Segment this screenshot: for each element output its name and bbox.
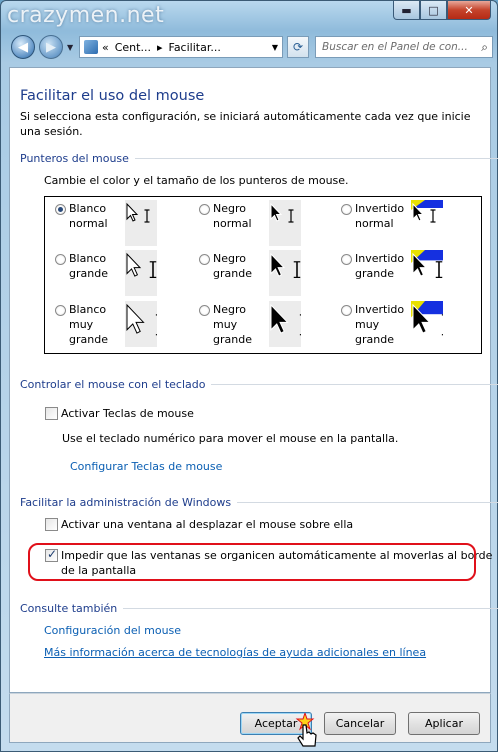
hover-activate-label[interactable]: Activar una ventana al desplazar el mouse sobre ella	[61, 518, 354, 531]
pointer-option[interactable]	[335, 247, 475, 297]
close-button[interactable]: ✕	[447, 1, 491, 20]
page-title: Facilitar el uso del mouse	[20, 88, 205, 104]
address-bar[interactable]	[79, 36, 283, 58]
pointer-option[interactable]	[335, 298, 475, 348]
search-icon[interactable]: ⌕	[481, 39, 488, 54]
section-heading-pointers: Punteros del mouse	[20, 152, 498, 165]
control-panel-icon	[84, 40, 98, 54]
section-heading-windows: Facilitar la administración de Windows	[20, 496, 498, 509]
breadcrumb-segment[interactable]: Facilitar...	[168, 40, 221, 54]
pointer-radio[interactable]	[55, 204, 66, 215]
apply-button[interactable]: Aplicar	[408, 712, 480, 735]
more-info-online-link[interactable]: Más información acerca de tecnologías de ayuda adicionales en línea	[44, 646, 427, 659]
mouse-keys-checkbox[interactable]	[45, 407, 58, 420]
content-panel	[9, 67, 491, 693]
hover-activate-checkbox[interactable]	[45, 518, 58, 531]
pointer-preview-icon	[125, 250, 157, 296]
watermark: crazymen.net	[7, 3, 165, 28]
highlight-annotation	[28, 543, 476, 581]
pointer-radio[interactable]	[341, 204, 352, 215]
pointer-radio[interactable]	[199, 305, 210, 316]
recent-pages-dropdown[interactable]: ▼	[67, 43, 74, 52]
pointer-option[interactable]	[193, 298, 333, 348]
pointer-radio[interactable]	[341, 305, 352, 316]
page-description: Si selecciona esta configuración, se iniciará automáticamente cada vez que inicie una sesión.	[20, 110, 471, 138]
caption-buttons	[393, 1, 491, 20]
pointer-preview-icon	[411, 250, 443, 296]
separator-icon: ▸	[156, 40, 163, 54]
pointer-preview-icon	[125, 301, 157, 347]
maximize-button[interactable]: □	[420, 1, 447, 20]
pointer-option-label: Invertido normal	[355, 202, 405, 230]
pointer-option-label: Negro normal	[213, 202, 252, 230]
button-bar	[9, 693, 491, 743]
prevent-snap-label-line2[interactable]: de la pantalla	[61, 564, 137, 577]
back-button[interactable]: ◀	[11, 35, 35, 59]
ok-button[interactable]: Aceptar	[240, 712, 312, 735]
pointer-option-label: Blanco muy grande	[69, 303, 108, 346]
pointer-preview-icon	[269, 250, 301, 296]
pointer-preview-icon	[411, 200, 443, 246]
cancel-button[interactable]: Cancelar	[324, 712, 396, 735]
section-heading-keyboard: Controlar el mouse con el teclado	[20, 378, 498, 391]
mouse-keys-hint: Use el teclado numérico para mover el mouse en la pantalla.	[62, 432, 399, 445]
pointer-option[interactable]	[193, 197, 333, 247]
mouse-settings-link[interactable]: Configuración del mouse	[44, 624, 182, 637]
section-heading-see-also: Consulte también	[20, 602, 498, 615]
search-placeholder: Buscar en el Panel de con...	[322, 41, 468, 53]
mouse-keys-label[interactable]: Activar Teclas de mouse	[61, 407, 194, 420]
pointer-option[interactable]	[49, 298, 189, 348]
pointer-radio[interactable]	[199, 204, 210, 215]
pointer-options-box	[44, 196, 482, 354]
pointer-option[interactable]	[335, 197, 475, 247]
hand-cursor-icon	[291, 713, 321, 749]
pointer-preview-icon	[269, 301, 301, 347]
pointer-option-label: Blanco grande	[69, 252, 108, 280]
search-input[interactable]	[315, 36, 493, 58]
configure-mouse-keys-link[interactable]: Configurar Teclas de mouse	[70, 460, 223, 473]
pointer-radio[interactable]	[55, 254, 66, 265]
refresh-button[interactable]: ⟳	[287, 36, 309, 58]
pointer-option-label: Invertido muy grande	[355, 303, 405, 346]
pointer-radio[interactable]	[341, 254, 352, 265]
pointer-option-label: Negro grande	[213, 252, 252, 280]
navigation-bar	[7, 33, 493, 61]
pointer-preview-icon	[125, 200, 157, 246]
pointer-option[interactable]	[49, 197, 189, 247]
pointer-radio[interactable]	[55, 305, 66, 316]
pointers-instruction: Cambie el color y el tamaño de los punteros de mouse.	[44, 174, 349, 187]
pointer-option-label: Invertido grande	[355, 252, 405, 280]
prevent-snap-label-line1[interactable]: Impedir que las ventanas se organicen automáticamente al moverlas al borde	[61, 549, 493, 562]
pointer-option[interactable]	[49, 247, 189, 297]
pointer-radio[interactable]	[199, 254, 210, 265]
pointer-option-label: Blanco normal	[69, 202, 108, 230]
address-prefix[interactable]: «	[102, 40, 109, 54]
pointer-option-label: Negro muy grande	[213, 303, 252, 346]
breadcrumb-segment[interactable]: Cent...	[114, 40, 151, 54]
pointer-preview-icon	[411, 301, 443, 347]
pointer-preview-icon	[269, 200, 301, 246]
pointer-option[interactable]	[193, 247, 333, 297]
forward-button[interactable]: ▶	[39, 35, 63, 59]
address-dropdown-icon[interactable]: ▼	[271, 42, 278, 52]
minimize-button[interactable]: ▬	[393, 1, 420, 20]
